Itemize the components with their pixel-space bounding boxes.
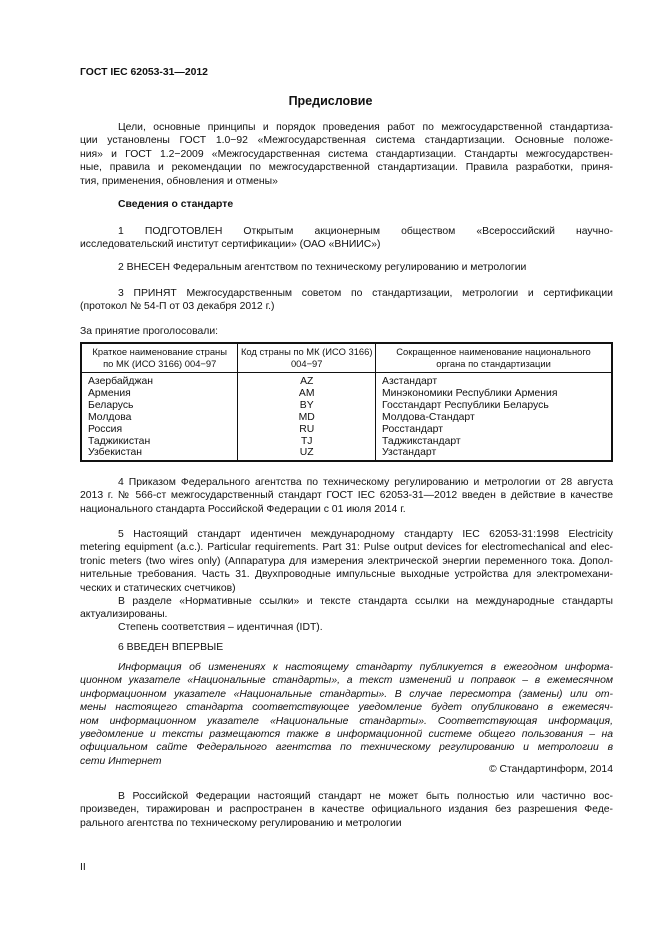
column-header-line: Сокращенное наименование национального: [396, 346, 591, 357]
paragraph-item-1: [80, 225, 613, 252]
text-line: 2 ВНЕСЕН Федеральным агентством по техническому регулированию и метрологии: [118, 262, 527, 273]
standards-body: Минэкономики Республики Армения: [376, 388, 612, 400]
country-name: Армения: [81, 388, 238, 400]
text-line: 5 Настоящий стандарт идентичен международному стандарту IEC 62053-31:1998 Electricity: [118, 529, 613, 540]
text-line: 3 ПРИНЯТ Межгосударственным советом по стандартизации, метрологии и сертификации: [118, 288, 613, 299]
text-line: В Российской Федерации настоящий стандарт не может быть полностью или частично вос-: [118, 791, 613, 802]
country-name: Азербайджан: [81, 373, 238, 388]
text-line: национального стандарта Российской Федерации с 01 июля 2014 г.: [80, 503, 406, 515]
column-header-line: 004−97: [290, 357, 323, 369]
table-row: [81, 400, 612, 412]
text-line: © Стандартинформ, 2014: [488, 764, 613, 775]
text-line: ном информационном указателе «Национальные стандарты». Соответствующая информация,: [80, 715, 613, 727]
text-line: исследовательский институт сертификации» (ОАО «ВНИИС»): [80, 239, 381, 251]
text-line: актуализированы.: [80, 609, 168, 621]
standards-body: Госстандарт Республики Беларусь: [376, 400, 612, 412]
column-header: [81, 343, 238, 373]
voting-countries-table: [80, 342, 613, 462]
country-name: Беларусь: [81, 400, 238, 412]
page-number: II: [80, 862, 86, 873]
column-header: [376, 343, 612, 373]
paragraph-copyright: [80, 763, 613, 776]
country-code: TJ: [238, 436, 376, 448]
text-line: нительные требования. Часть 31. Двухпроводные импульсные выходные устройства для электромехани-: [80, 569, 613, 581]
standards-body: Молдова-Стандарт: [376, 412, 612, 424]
text-line: metering equipment (a.c.). Particular requirements. Part 31: Pulse output devices for electromechanical and elec-: [80, 542, 613, 554]
text-line: сети Интернет: [80, 755, 162, 767]
text-line: уведомление и тексты размещаются также в информационной системе общего пользования – на: [80, 728, 613, 740]
column-header: [238, 343, 376, 373]
text-line: мены настоящего стандарта соответствующее уведомление будет опубликовано в ежемесяч-: [80, 702, 613, 714]
text-line: В разделе «Нормативные ссылки» и тексте стандарта ссылки на международные стандарты: [118, 596, 613, 607]
table-row: [81, 424, 612, 436]
country-code: AM: [238, 388, 376, 400]
text-line: 4 Приказом Федерального агентства по техническому регулированию и метрологии от 28 августа: [118, 477, 613, 488]
country-code: MD: [238, 412, 376, 424]
text-line: официальном сайте Федерального агентства по техническому регулированию и метрологии в: [80, 742, 613, 754]
country-code: AZ: [238, 373, 376, 388]
text-line: Информация об изменениях к настоящему стандарту публикуется в ежегодном информа-: [118, 662, 613, 673]
text-line: рального агентства по техническому регулированию и метрологии: [80, 817, 402, 829]
standards-body: Росстандарт: [376, 424, 612, 436]
paragraph-intro: [80, 121, 613, 188]
paragraph-item-3: [80, 287, 613, 314]
text-line: ческих и статических счетчиков): [80, 582, 236, 594]
text-line: Цели, основные принципы и порядок проведения работ по межгосударственной стандартиза-: [118, 122, 613, 133]
table-row: [81, 412, 612, 424]
paragraph-item-5-refs: [80, 595, 613, 622]
text-line: 2013 г. № 566-ст межгосударственный стандарт ГОСТ IEC 62053-31—2012 введен в действие в качестве: [80, 490, 613, 502]
paragraph-voted: [80, 325, 613, 338]
paragraph-item-4: [80, 476, 613, 516]
paragraph-item-6: [80, 641, 613, 654]
text-line: Степень соответствия – идентичная (IDT).: [118, 622, 323, 633]
country-name: Россия: [81, 424, 238, 436]
paragraph-section-heading: [80, 198, 613, 211]
table-header-row: [81, 343, 612, 373]
column-header-line: Код страны по МК (ИСО 3166): [240, 346, 373, 357]
country-code: UZ: [238, 447, 376, 461]
text-line: За принятие проголосовали:: [80, 326, 219, 337]
table-row: [81, 436, 612, 448]
document-code: ГОСТ IEC 62053-31—2012: [80, 67, 208, 78]
column-header-line: органа по стандартизации: [436, 357, 551, 369]
table-row: [81, 388, 612, 400]
country-name: Таджикистан: [81, 436, 238, 448]
paragraph-item-5: [80, 528, 613, 595]
text-line: 1 ПОДГОТОВЛЕН Открытым акционерным обществом «Всероссийский научно-: [118, 226, 613, 237]
text-line: Сведения о стандарте: [118, 199, 234, 210]
text-line: ные, правила и рекомендации по межгосударственной стандартизации. Правила разработки, приня-: [80, 162, 613, 174]
text-line: тия, применения, обновления и отмены»: [80, 175, 278, 187]
country-code: BY: [238, 400, 376, 412]
text-line: произведен, тиражирован и распространен в качестве официального издания без разрешения Феде-: [80, 804, 613, 816]
text-line: информационном указателе «Национальные стандарты». В случае пересмотра (замены) или от-: [80, 688, 613, 700]
table-row: [81, 447, 612, 461]
page-title: Предисловие: [288, 94, 373, 108]
country-code: RU: [238, 424, 376, 436]
standards-body: Таджикстандарт: [376, 436, 612, 448]
text-line: ния» и ГОСТ 1.2−2009 «Межгосударственная система стандартизации. Стандарты межгосударствен-: [80, 148, 613, 160]
text-line: tronic meters (two wires only) (Аппаратура для измерения электрической энергии переменного тока. Допол-: [80, 555, 613, 567]
paragraph-item-5-degree: [80, 621, 613, 634]
paragraph-info-notice: [80, 661, 613, 768]
column-header-line: Краткое наименование страны: [92, 346, 227, 357]
country-name: Молдова: [81, 412, 238, 424]
paragraph-item-2: [80, 261, 613, 274]
table-row: [81, 373, 612, 388]
text-line: ции установлены ГОСТ 1.0−92 «Межгосударственная система стандартизации. Основные положе-: [80, 135, 613, 147]
country-name: Узбекистан: [81, 447, 238, 461]
text-line: (протокол № 54-П от 03 декабря 2012 г.): [80, 301, 275, 313]
text-line: ционном указателе «Национальные стандарты», а текст изменений и поправок – в ежемесячном: [80, 675, 613, 687]
column-header-line: по МК (ИСО 3166) 004−97: [103, 357, 217, 369]
paragraph-reproduction: [80, 790, 613, 830]
standards-body: Узстандарт: [376, 447, 612, 461]
text-line: 6 ВВЕДЕН ВПЕРВЫЕ: [118, 642, 224, 653]
standards-body: Азстандарт: [376, 373, 612, 388]
